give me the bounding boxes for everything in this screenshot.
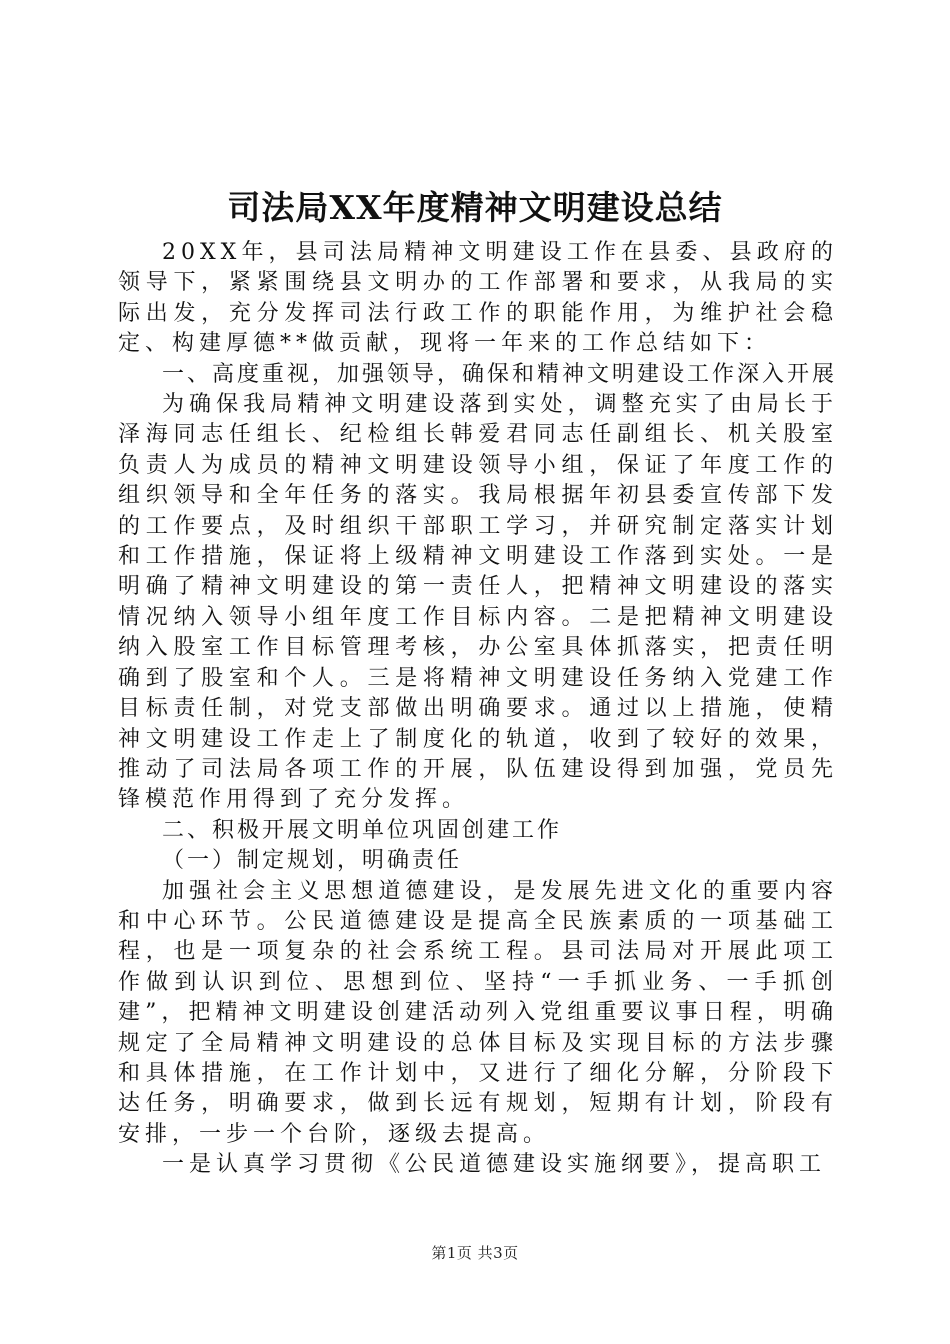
subsection-heading-1: （一）制定规划，明确责任 (162, 848, 463, 874)
page-number-footer: 第1页 共3页 (431, 1244, 519, 1262)
document-body (118, 238, 838, 1181)
section-heading-1: 一、高度重视，加强领导，确保和精神文明建设工作深入开展 (162, 361, 838, 387)
subsection-1-paragraph-continued: 一是认真学习贯彻《公民道德建设实施纲要》，提高职工 (162, 1152, 827, 1178)
section-heading-2: 二、积极开展文明单位巩固创建工作 (162, 817, 563, 843)
intro-paragraph: 20XX年，县司法局精神文明建设工作在县委、县政府的领导下，紧紧围绕县文明办的工作部署和要求，从我局的实际出发，充分发挥司法行政工作的职能作用，为维护社会稳定、构建厚德**做贡献，现将一年来的工作总结如下： (118, 240, 838, 357)
subsection-1-paragraph: 加强社会主义思想道德建设，是发展先进文化的重要内容和中心环节。公民道德建设是提高全民族素质的一项基础工程，也是一项复杂的社会系统工程。县司法局对开展此项工作做到认识到位、思想到位、坚持“一手抓业务、一手抓创建”，把精神文明建设创建活动列入党组重要议事日程，明确规定了全局精神文明建设的总体目标及实现目标的方法步骤和具体措施，在工作计划中，又进行了细化分解，分阶段下达任务，明确要求，做到长远有规划，短期有计划，阶段有安排，一步一个台阶，逐级去提高。 (118, 878, 838, 1147)
document-title: 司法局XX年度精神文明建设总结 (227, 188, 723, 227)
section-1-paragraph: 为确保我局精神文明建设落到实处，调整充实了由局长于泽海同志任组长、纪检组长韩爱君同志任副组长、机关股室负责人为成员的精神文明建设领导小组，保证了年度工作的组织领导和全年任务的落实。我局根据年初县委宣传部下发的工作要点，及时组织干部职工学习，并研究制定落实计划和工作措施，保证将上级精神文明建设工作落到实处。一是明确了精神文明建设的第一责任人，把精神文明建设的落实情况纳入领导小组年度工作目标内容。二是把精神文明建设纳入股室工作目标管理考核，办公室具体抓落实，把责任明确到了股室和个人。三是将精神文明建设任务纳入党建工作目标责任制，对党支部做出明确要求。通过以上措施，使精神文明建设工作走上了制度化的轨道，收到了较好的效果，推动了司法局各项工作的开展，队伍建设得到加强，党员先锋模范作用得到了充分发挥。 (118, 392, 838, 813)
